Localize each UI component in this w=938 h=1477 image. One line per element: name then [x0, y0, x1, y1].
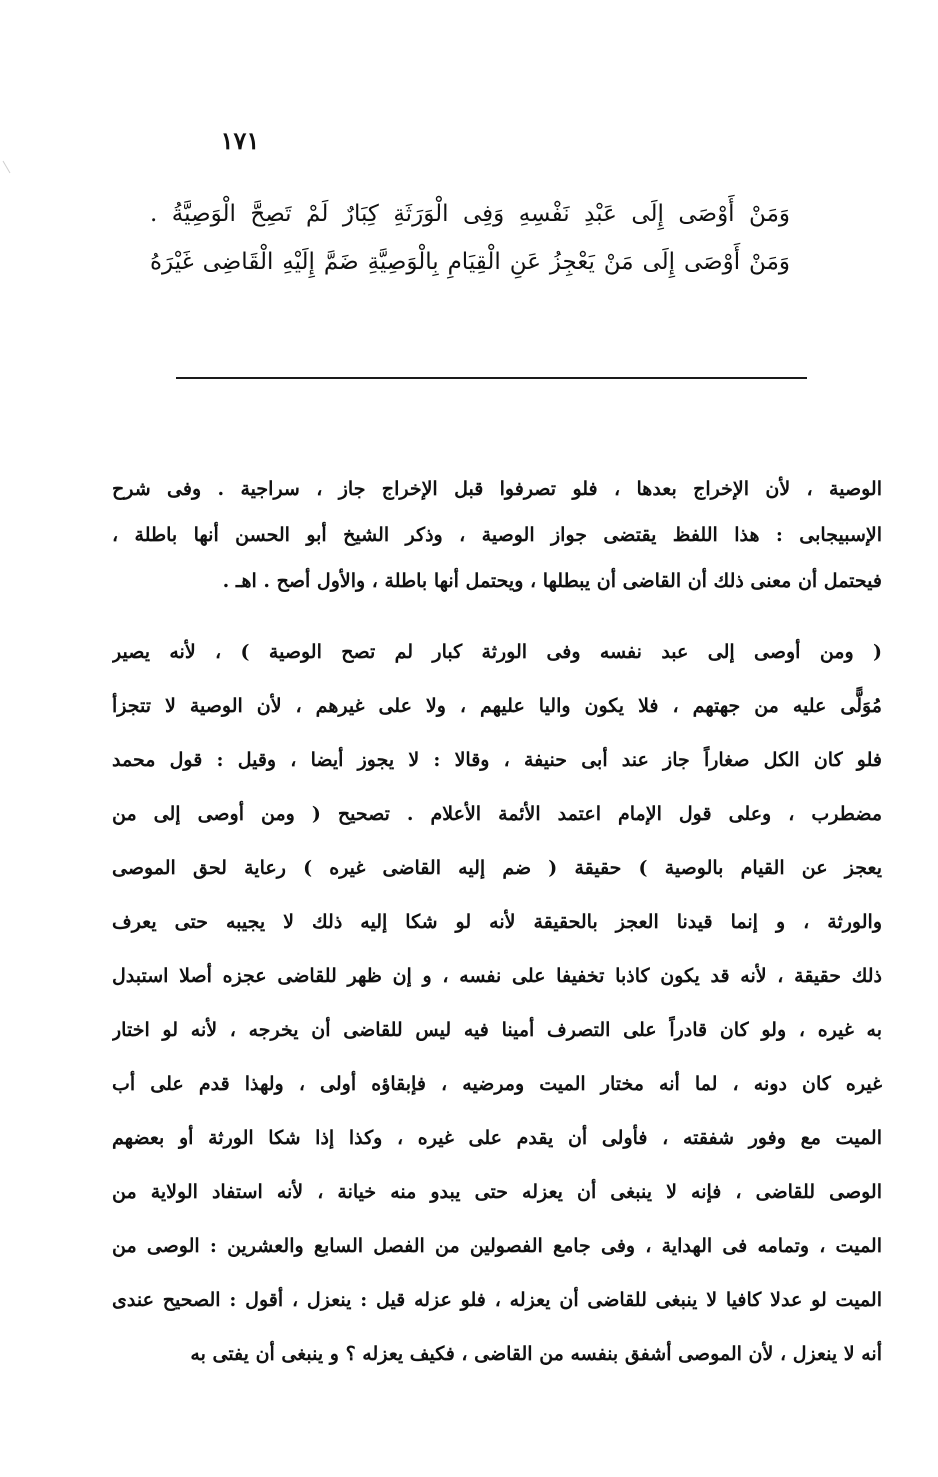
commentary-line: الميت ، وتمامه فى الهداية ، وفى جامع الفصولين من الفصل السابع والعشرين : الوصى من [112, 1235, 882, 1257]
main-text [150, 190, 790, 286]
commentary-line: مُوَلًّى عليه من جهتهم ، فلا يكون واليا عليهم ، ولا على غيرهم ، لأن الوصية لا تتجزأ [112, 695, 882, 717]
commentary-line: والورثة ، و إنما قيدنا العجز بالحقيقة لأنه لو شكا إليه ذلك لا يجيبه حتى يعرف [112, 911, 882, 933]
commentary-line: أنه لا ينعزل ، لأن الموصى أشفق بنفسه من القاضى ، فكيف يعزله ؟ و ينبغى أن يفتى به [190, 1343, 882, 1365]
commentary-line: به غيره ، ولو كان قادراً على التصرف أمينا فيه ليس للقاضى أن يخرجه ، لأنه لو اختار [112, 1019, 882, 1041]
commentary-line: ذلك حقيقة ، لأنه قد يكون كاذبا تخفيفا على نفسه ، و إن ظهر للقاضى عجزه أصلا استبدل [112, 965, 882, 987]
commentary-block-1 [112, 466, 882, 604]
scan-edge-mark [3, 161, 11, 174]
commentary-line: الإسبيجابى : هذا اللفظ يقتضى جواز الوصية ، وذكر الشيخ أبو الحسن أنها باطلة ، [112, 524, 882, 546]
commentary-line: فلو كان الكل صغاراً جاز عند أبى حنيفة ، وقالا : لا يجوز أيضا ، وقيل : قول محمد [112, 749, 882, 771]
commentary-line: غيره كان دونه ، لما أنه مختار الميت ومرضيه ، فإبقاؤه أولى ، ولهذا قدم على أب [112, 1073, 882, 1095]
commentary-line: الوصية ، لأن الإخراج بعدها ، فلو تصرفوا قبل الإخراج جاز ، سراجية . وفى شرح [112, 478, 882, 500]
commentary-line: فيحتمل أن معنى ذلك أن القاضى أن يبطلها ، ويحتمل أنها باطلة ، والأول أصح . اهـ . [222, 570, 882, 592]
commentary-line: الميت لو عدلا كافيا لا ينبغى للقاضى أن يعزله ، فلو عزله قيل : ينعزل ، أقول : الصحيح عندى [112, 1289, 882, 1311]
main-text-line: وَمَنْ أَوْصَى إِلَى عَبْدِ نَفْسِهِ وَفِى الْوَرَثَةِ كِبَارٌ لَمْ تَصِحَّ الْوَصِيَّةُ . [150, 201, 790, 227]
commentary-line: الوصى للقاضى ، فإنه لا ينبغى أن يعزله حتى يبدو منه خيانة ، لأنه استفاد الولاية من [112, 1181, 882, 1203]
commentary-line: مضطرب ، وعلى قول الإمام اعتمد الأئمة الأعلام . تصحيح ( ومن أوصى إلى من [112, 803, 882, 825]
commentary-line: يعجز عن القيام بالوصية ) حقيقة ( ضم إليه القاضى غيره ) رعاية لحق الموصى [112, 857, 882, 879]
page-number: ١٧١ [220, 126, 260, 155]
section-divider [176, 377, 807, 379]
commentary-line: ( ومن أوصى إلى عبد نفسه وفى الورثة كبار لم تصح الوصية ) ، لأنه يصير [112, 641, 882, 663]
commentary-line: الميت مع وفور شفقته ، فأولى أن يقدم على غيره ، وكذا إذا شكا الورثة أو بعضهم [112, 1127, 882, 1149]
main-text-line: وَمَنْ أَوْصَى إِلَى مَنْ يَعْجِزُ عَنِ الْقِيَامِ بِالْوَصِيَّةِ ضَمَّ إِلَيْهِ الْقَاضِى غَيْرَهُ [150, 249, 790, 275]
commentary-block-2 [112, 625, 882, 1381]
